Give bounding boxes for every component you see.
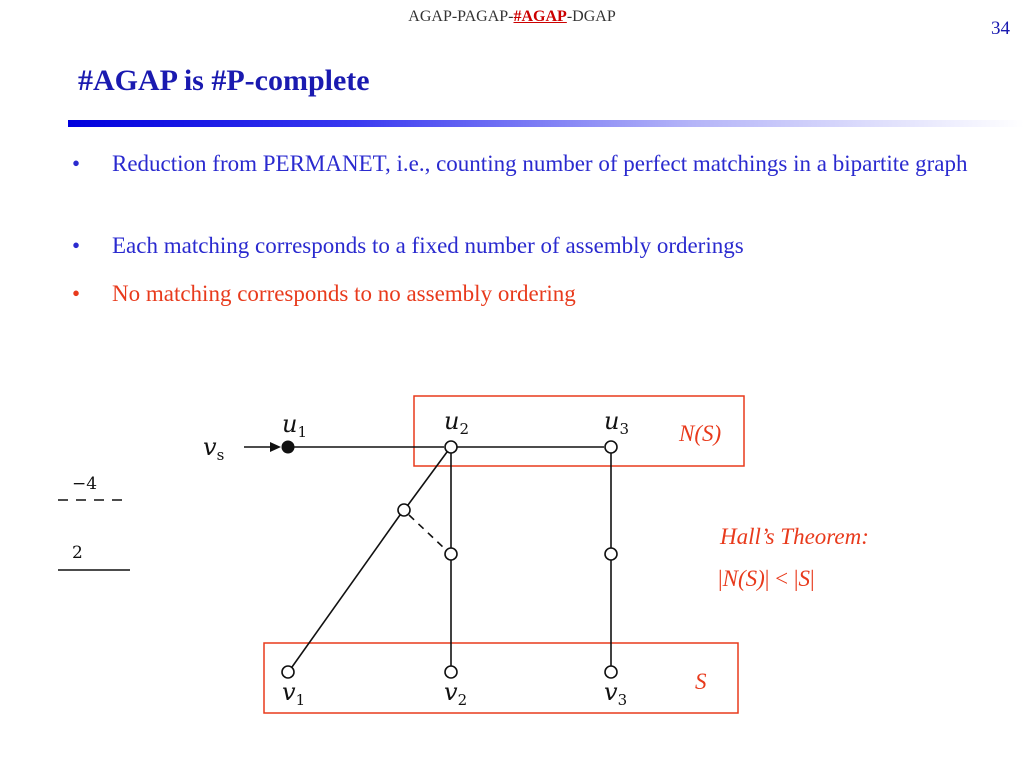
bullet-text: Reduction from PERMANET, i.e., counting number of perfect matchings in a bipartite graph xyxy=(112,151,968,176)
label-v1: v1 xyxy=(282,678,306,709)
label-v2: v2 xyxy=(444,678,468,709)
slide-title: #AGAP is #P-complete xyxy=(78,64,370,97)
node-inner xyxy=(398,504,410,516)
label-v3: v3 xyxy=(604,678,628,709)
label-u1: u1 xyxy=(282,410,308,441)
node-u1 xyxy=(282,441,295,454)
node-mid-2 xyxy=(445,548,457,560)
header-suffix: -DGAP xyxy=(566,8,616,25)
header-prefix: AGAP-PAGAP- xyxy=(408,8,514,25)
label-u2: u2 xyxy=(444,407,470,438)
header-highlight: #AGAP xyxy=(513,8,567,25)
label-vs: vs xyxy=(203,433,225,464)
node-mid-3 xyxy=(605,548,617,560)
bullet-dot-icon: • xyxy=(72,233,81,258)
set-label: S xyxy=(695,669,707,694)
node-u3 xyxy=(605,441,617,453)
bullet-dot-icon: • xyxy=(72,281,81,306)
arrow-head-icon xyxy=(270,442,281,452)
node-v2 xyxy=(445,666,457,678)
bullet-dot-icon: • xyxy=(72,151,81,176)
legend-weight-solid: 2 xyxy=(72,543,83,563)
bullet-text: No matching corresponds to no assembly ordering xyxy=(112,281,576,306)
node-v3 xyxy=(605,666,617,678)
node-u2 xyxy=(445,441,457,453)
bullet-text: Each matching corresponds to a fixed number of assembly orderings xyxy=(112,233,744,258)
legend-weight-dashed: −4 xyxy=(72,474,98,494)
label-u3: u3 xyxy=(604,407,630,438)
page-number: 34 xyxy=(991,18,1010,39)
theorem-statement: |N(S)| < |S| xyxy=(718,566,815,591)
dashed-edge xyxy=(409,515,444,548)
set-box xyxy=(264,643,738,713)
neighborhood-label: N(S) xyxy=(679,421,722,446)
node-v1 xyxy=(282,666,294,678)
theorem-title: Hall’s Theorem: xyxy=(720,524,869,549)
edge-inner-v1 xyxy=(292,515,400,667)
